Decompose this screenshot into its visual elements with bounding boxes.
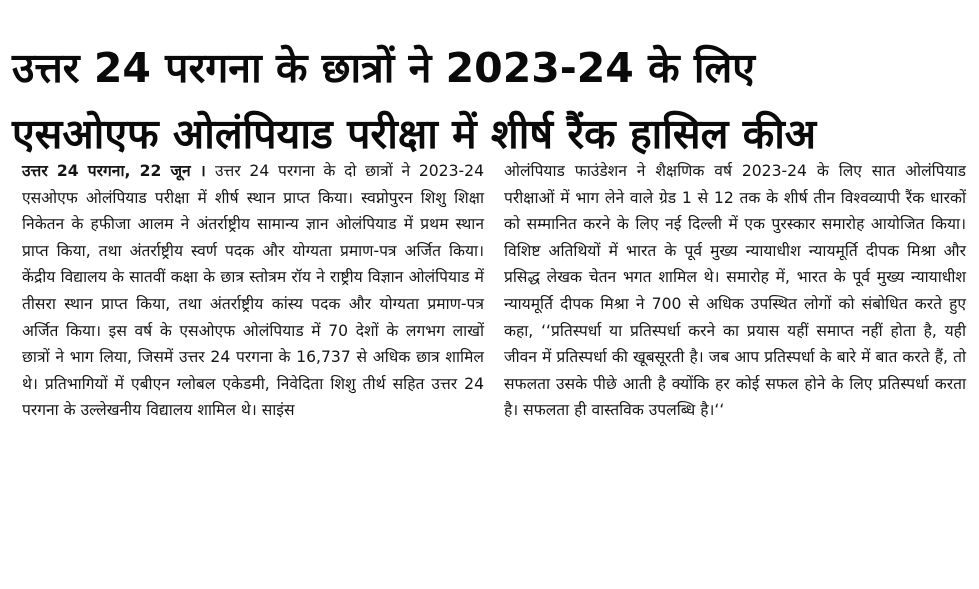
headline [12,35,967,167]
headline-line-1: उत्तर 24 परगना के छात्रों ने 2023-24 के लिए [12,44,755,93]
headline-line-2: एसओएफ ओलंपियाड परीक्षा में शीर्ष रैंक हासिल कीअ [12,110,817,159]
article-column-2 [504,158,966,583]
column-1-text: उत्तर 24 परगना के दो छात्रों ने 2023-24 एसओएफ ओलंपियाड परीक्षा में शीर्ष स्थान प्राप्त किया। स्वप्नोपुरन शिशु शिक्षा निकेतन के हफीजा आलम ने अंतर्राष्ट्रीय सामान्य ज्ञान ओलंपियाड में प्रथम स्थान प्राप्त किया, तथा अंतर्राष्ट्रीय स्वर्ण पदक और योग्यता प्रमाण-पत्र अर्जित किया। केंद्रीय विद्यालय के सातवीं कक्षा के छात्र स्तोत्रम रॉय ने राष्ट्रीय विज्ञान ओलंपियाड में तीसरा स्थान प्राप्त किया, तथा अंतर्राष्ट्रीय कांस्य पदक और योग्यता प्रमाण-पत्र अर्जित किया। इस वर्ष के एसओएफ ओलंपियाड में 70 देशों के लगभग लाखों छात्रों ने भाग लिया, जिसमें उत्तर 24 परगना के 16,737 से अधिक छात्र शामिल थे। प्रतिभागियों में एबीएन ग्लोबल एकेडमी, निवेदिता शिशु तीर्थ सहित उत्तर 24 परगना के उल्लेखनीय विद्यालय शामिल थे। साइंस [22,162,484,420]
article-column-1 [22,158,484,583]
column-2-text: ओलंपियाड फाउंडेशन ने शैक्षणिक वर्ष 2023-24 के लिए सात ओलंपियाड परीक्षाओं में भाग लेने वाले ग्रेड 1 से 12 तक के शीर्ष तीन विश्वव्यापी रैंक धारकों को सम्मानित करने के लिए नई दिल्ली में एक पुरस्कार समारोह आयोजित किया। विशिष्ट अतिथियों में भारत के पूर्व मुख्य न्यायाधीश न्यायमूर्ति दीपक मिश्रा और प्रसिद्ध लेखक चेतन भगत शामिल थे। समारोह में, भारत के पूर्व मुख्य न्यायाधीश न्यायमूर्ति दीपक मिश्रा ने 700 से अधिक उपस्थित लोगों को संबोधित करते हुए कहा, ‘‘प्रतिस्पर्धा या प्रतिस्पर्धा करने का प्रयास यहीं समाप्त नहीं होता है, यही जीवन में प्रतिस्पर्धा की खूबसूरती है। जब आप प्रतिस्पर्धा के बारे में बात करते हैं, तो सफलता उसके पीछे आती है क्योंकि हर कोई सफल होने के लिए प्रतिस्पर्धा करता है। सफलता ही वास्तविक उपलब्धि है।‘‘ [504,162,966,420]
dateline: उत्तर 24 परगना, 22 जून । [22,162,215,180]
article-body [22,158,967,583]
